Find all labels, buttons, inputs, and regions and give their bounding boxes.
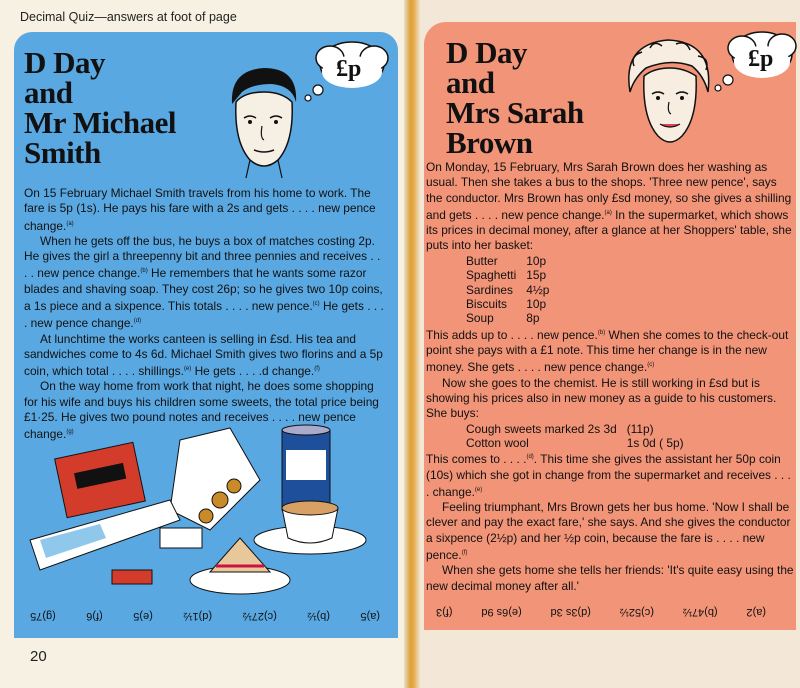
- thought-cloud-icon: [706, 28, 798, 92]
- list-item: Spaghetti 15p: [466, 268, 547, 283]
- matches-box-icon: [55, 442, 146, 517]
- sweets-bag-icon: [170, 428, 260, 530]
- right-answers: (a)2 (b)47½ (c)52½ (d)3s 3d (e)6s 9d (f)3: [436, 606, 766, 618]
- tin-can-icon: [282, 425, 330, 510]
- list-item: Biscuits 10p: [466, 296, 547, 311]
- teacup-icon: [254, 501, 366, 554]
- list-item: Soup 8p: [466, 311, 540, 326]
- shaving-soap-tube-icon: [30, 500, 180, 570]
- list-item: Cotton wool 1s 0d ( 5p): [466, 435, 684, 450]
- list-item: Cough sweets marked 2s 3d (11p): [466, 421, 654, 436]
- thought-cloud-icon: [300, 38, 396, 102]
- shopping-items-illustration: [20, 420, 390, 605]
- left-story-text: On 15 February Michael Smith travels from his home to work. The fare is 5p (1s). He pays his fare with a 2s and gets . . . . new pence change.$^{(a)}$ When he gets off the bus, he buys a box of matches costing 2p. He gives the girl a threepenny bit and three pennies and receives . . . . new pence change.$^{(b)}$ He remembers that he wants some razor blades and shaving soap. They cost 26p; so he gives two 10p coins, a 1s piece and a sixpence. This totals . . . . new pence.$^{(c)}$ He gets . . . . new pence change.$^{(d)}$ At lunchtime the works canteen is selling in £sd. His tea and sandwiches come to 4s 6d. Michael Smith gives two florins and a 5p coin, which total . . . . shillings.$^{(e)}$ He gets . . . .d change.$^{(f)}$ On the way home from work that night, he does some shopping for his wife and buys his children some sweets, the total price being £1·25. He gives two pound notes and receives . . . . new pence change.$^{(g)}$: [24, 186, 384, 442]
- page-number: 20: [30, 648, 47, 665]
- list-item: Butter 10p: [466, 253, 547, 268]
- right-title: D Day and Mrs Sarah Brown: [446, 35, 584, 160]
- michael-smith-portrait: [212, 62, 312, 180]
- pound-pence-badge: £p: [336, 56, 362, 82]
- pound-pence-badge: £p: [748, 46, 774, 72]
- book-gutter: [404, 0, 420, 688]
- left-title: D Day and Mr Michael Smith: [24, 45, 176, 170]
- left-answers: (a)5 (b)½ (c)27½ (d)1½ (e)5 (f)6 (g)75: [30, 610, 380, 622]
- chemist-list: [466, 422, 694, 451]
- page-header: Decimal Quiz—answers at foot of page: [20, 10, 237, 24]
- right-story-text: On Monday, 15 February, Mrs Sarah Brown does her washing as usual. Then she takes a bus to the shops. 'Three new pence', says the conductor. Mrs Brown has only £sd money, so she gives a shilling and gets . . . . new pence change.$^{(a)}$ In the supermarket, which shows its prices in decimal money, after a glance at her Shoppers' table, she puts into her basket: Butter 10p Spaghetti 15p Sardines 4½p Biscuits 10p Soup 8p This adds up to . . . . new pence.$^{(b)}$ When she comes to the check-out point she pays with a £1 note. This time her change is in the new money. She gets . . . . new pence change.$^{(c)}$ Now she goes to the chemist. He is still working in £sd but is showing his prices also in new money as a guide to his customers. She buys: Cough sweets marked 2s 3d (11p) Cotton wool 1s 0d ( 5p) This comes to . . . .$^{(d)}$. This time she gives the assistant her 50p coin (10s) which she got in change from the supermarket and receives . . . . change.$^{(e)}$ Feeling triumphant, Mrs Brown gets her bus home. 'Now I shall be clever and pay the exact fare,' she says. And she gives the conductor a sixpence (2½p) and her ½p coin, because the fare is . . . . new pence.$^{(f)}$ When she gets home she tells her friends: 'It's quite easy using the new decimal money after all.': [426, 160, 794, 593]
- list-item: Sardines 4½p: [466, 282, 550, 297]
- sarah-brown-portrait: [620, 36, 718, 154]
- supermarket-basket-list: [466, 254, 559, 326]
